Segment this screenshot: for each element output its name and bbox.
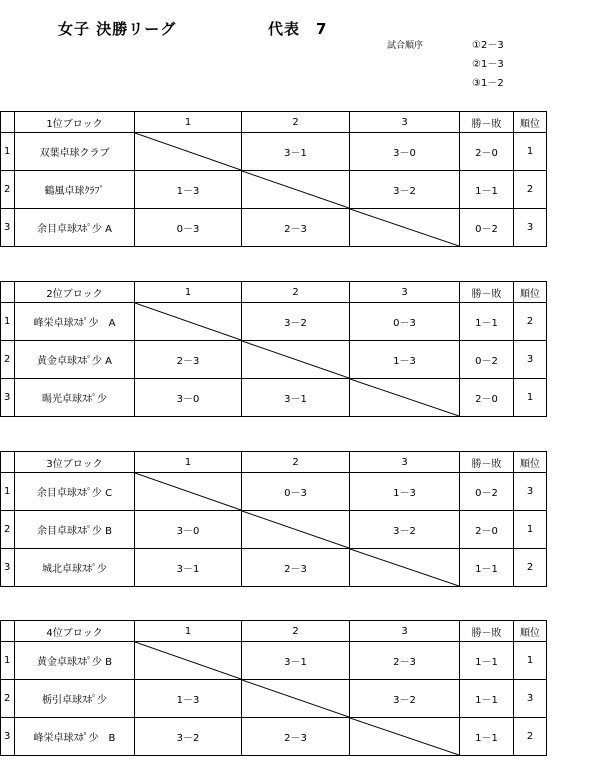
score-cell: 2－3 — [135, 341, 242, 379]
score-cell: 1－3 — [350, 341, 460, 379]
table-row — [1, 379, 547, 417]
diagonal-cell — [242, 341, 350, 379]
team-name: 峰栄卓球ｽﾎﾟ少 B — [15, 718, 135, 756]
header-col-1: 1 — [135, 621, 242, 642]
match-order-item: ①2－3 — [472, 40, 504, 51]
rank-cell: 2 — [514, 171, 547, 209]
team-name: 黄金卓球ｽﾎﾟ少 B — [15, 642, 135, 680]
score-cell: 3－2 — [350, 680, 460, 718]
score-cell: 3－1 — [242, 133, 350, 171]
header-col-3: 3 — [350, 112, 460, 133]
header-col-2: 2 — [242, 112, 350, 133]
team-name: 城北卓球ｽﾎﾟ少 — [15, 549, 135, 587]
score-cell: 2－3 — [242, 549, 350, 587]
rank-cell: 1 — [514, 133, 547, 171]
table-header-row — [1, 112, 547, 133]
row-number: 3 — [1, 718, 15, 756]
score-cell: 3－1 — [242, 642, 350, 680]
record-cell: 1－1 — [460, 680, 514, 718]
block-table-2 — [0, 281, 547, 417]
record-cell: 0－2 — [460, 473, 514, 511]
rank-cell: 3 — [514, 680, 547, 718]
header-record: 勝－敗 — [460, 112, 514, 133]
record-cell: 0－2 — [460, 341, 514, 379]
team-name: 栃引卓球ｽﾎﾟ少 — [15, 680, 135, 718]
table-row — [1, 718, 547, 756]
score-cell: 3－2 — [242, 303, 350, 341]
header-col-1: 1 — [135, 112, 242, 133]
rank-cell: 3 — [514, 341, 547, 379]
score-cell: 2－3 — [242, 718, 350, 756]
record-cell: 2－0 — [460, 511, 514, 549]
row-number: 2 — [1, 171, 15, 209]
score-cell: 3－0 — [350, 133, 460, 171]
row-number: 3 — [1, 549, 15, 587]
record-cell: 1－1 — [460, 718, 514, 756]
score-cell: 3－1 — [135, 549, 242, 587]
score-cell: 1－3 — [135, 680, 242, 718]
rank-cell: 3 — [514, 209, 547, 247]
record-cell: 1－1 — [460, 303, 514, 341]
table-row — [1, 511, 547, 549]
row-number: 3 — [1, 379, 15, 417]
diagonal-cell — [350, 379, 460, 417]
representative-count: 代表 7 — [268, 20, 328, 38]
header-col-3: 3 — [350, 621, 460, 642]
diagonal-cell — [135, 133, 242, 171]
score-cell: 1－3 — [135, 171, 242, 209]
header-empty — [1, 621, 15, 642]
header-col-2: 2 — [242, 452, 350, 473]
header-record: 勝－敗 — [460, 621, 514, 642]
diagonal-cell — [350, 209, 460, 247]
match-order-label: 試合順序 — [387, 41, 424, 51]
header-col-3: 3 — [350, 282, 460, 303]
table-header-row — [1, 621, 547, 642]
row-number: 1 — [1, 133, 15, 171]
header-col-1: 1 — [135, 452, 242, 473]
score-cell: 3－1 — [242, 379, 350, 417]
match-order-item: ③1－2 — [472, 78, 504, 89]
header-col-2: 2 — [242, 621, 350, 642]
team-name: 暘光卓球ｽﾎﾟ少 — [15, 379, 135, 417]
table-row — [1, 642, 547, 680]
block-table-4 — [0, 620, 547, 756]
header-col-1: 1 — [135, 282, 242, 303]
table-row — [1, 171, 547, 209]
header-empty — [1, 452, 15, 473]
rank-cell: 2 — [514, 549, 547, 587]
table-row — [1, 133, 547, 171]
diagonal-cell — [135, 642, 242, 680]
team-name: 双葉卓球クラブ — [15, 133, 135, 171]
score-cell: 0－3 — [242, 473, 350, 511]
record-cell: 1－1 — [460, 171, 514, 209]
header-rank: 順位 — [514, 282, 547, 303]
header-col-3: 3 — [350, 452, 460, 473]
score-cell: 0－3 — [350, 303, 460, 341]
team-name: 黄金卓球ｽﾎﾟ少 A — [15, 341, 135, 379]
block-name: 1位ブロック — [15, 112, 135, 133]
row-number: 2 — [1, 680, 15, 718]
score-cell: 3－0 — [135, 511, 242, 549]
score-cell: 3－0 — [135, 379, 242, 417]
record-cell: 1－1 — [460, 549, 514, 587]
match-order-list — [472, 36, 504, 93]
score-cell: 3－2 — [350, 171, 460, 209]
row-number: 3 — [1, 209, 15, 247]
header-record: 勝－敗 — [460, 452, 514, 473]
table-row — [1, 209, 547, 247]
record-cell: 1－1 — [460, 642, 514, 680]
score-cell: 2－3 — [350, 642, 460, 680]
row-number: 2 — [1, 511, 15, 549]
row-number: 2 — [1, 341, 15, 379]
score-cell: 2－3 — [242, 209, 350, 247]
header-empty — [1, 282, 15, 303]
team-name: 余目卓球ｽﾎﾟ少 A — [15, 209, 135, 247]
diagonal-cell — [135, 303, 242, 341]
table-header-row — [1, 452, 547, 473]
block-name: 3位ブロック — [15, 452, 135, 473]
score-cell: 1－3 — [350, 473, 460, 511]
row-number: 1 — [1, 303, 15, 341]
header-empty — [1, 112, 15, 133]
header-record: 勝－敗 — [460, 282, 514, 303]
table-row — [1, 549, 547, 587]
row-number: 1 — [1, 473, 15, 511]
table-row — [1, 680, 547, 718]
rank-cell: 3 — [514, 473, 547, 511]
diagonal-cell — [350, 549, 460, 587]
team-name: 鶴風卓球ｸﾗﾌﾞ — [15, 171, 135, 209]
score-cell: 3－2 — [135, 718, 242, 756]
team-name: 余目卓球ｽﾎﾟ少 B — [15, 511, 135, 549]
header-rank: 順位 — [514, 112, 547, 133]
table-header-row — [1, 282, 547, 303]
diagonal-cell — [242, 171, 350, 209]
match-order-item: ②1－3 — [472, 59, 504, 70]
rank-cell: 1 — [514, 642, 547, 680]
block-table-3 — [0, 451, 547, 587]
header-rank: 順位 — [514, 452, 547, 473]
header-rank: 順位 — [514, 621, 547, 642]
record-cell: 2－0 — [460, 379, 514, 417]
table-row — [1, 341, 547, 379]
diagonal-cell — [242, 680, 350, 718]
rank-cell: 1 — [514, 511, 547, 549]
page-title: 女子 決勝リーグ — [58, 20, 177, 38]
block-table-1 — [0, 111, 547, 247]
record-cell: 0－2 — [460, 209, 514, 247]
block-name: 4位ブロック — [15, 621, 135, 642]
record-cell: 2－0 — [460, 133, 514, 171]
rank-cell: 2 — [514, 718, 547, 756]
rank-cell: 1 — [514, 379, 547, 417]
block-name: 2位ブロック — [15, 282, 135, 303]
diagonal-cell — [135, 473, 242, 511]
header-col-2: 2 — [242, 282, 350, 303]
score-cell: 0－3 — [135, 209, 242, 247]
team-name: 峰栄卓球ｽﾎﾟ少 A — [15, 303, 135, 341]
score-cell: 3－2 — [350, 511, 460, 549]
rank-cell: 2 — [514, 303, 547, 341]
diagonal-cell — [350, 718, 460, 756]
table-row — [1, 303, 547, 341]
diagonal-cell — [242, 511, 350, 549]
table-row — [1, 473, 547, 511]
team-name: 余目卓球ｽﾎﾟ少 C — [15, 473, 135, 511]
row-number: 1 — [1, 642, 15, 680]
